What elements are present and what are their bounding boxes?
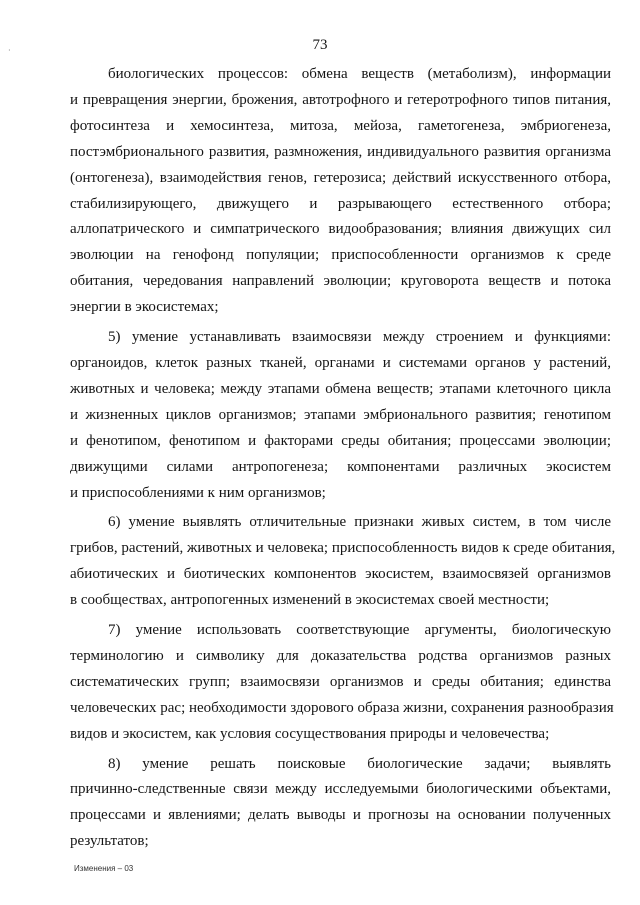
footer-revision: Изменения – 03: [74, 864, 134, 873]
text-line: грибов, растений, животных и человека; приспособленность видов к среде обитания,: [70, 540, 616, 557]
paragraph-item-8: [70, 752, 611, 856]
text-line: органоидов, клеток разных тканей, органами и системами органов у растений,: [70, 354, 611, 371]
text-line: биологических процессов: обмена веществ (метаболизм), информации: [108, 66, 611, 82]
text-line: и фенотипом, фенотипом и факторами среды обитания; процессами эволюции;: [70, 432, 611, 449]
text-line: видов и экосистем, как условия сосуществования природы и человечества;: [70, 725, 550, 742]
page-number: 73: [312, 37, 328, 53]
text-line: 6) умение выявлять отличительные признаки живых систем, в том числе: [108, 514, 611, 531]
text-line: движущими силами антропогенеза; компонентами различных экосистем: [70, 458, 611, 475]
text-line: процессами и явлениями; делать выводы и прогнозы на основании полученных: [70, 807, 611, 824]
text-line: причинно-следственные связи между исследуемыми биологическими объектами,: [70, 781, 611, 798]
text-line: в сообществах, антропогенных изменений в экосистемах своей местности;: [70, 592, 550, 609]
text-line: и превращения энергии, брожения, автотрофного и гетеротрофного типов питания,: [70, 91, 611, 108]
text-line: стабилизирующего, движущего и разрывающего естественного отбора;: [70, 195, 611, 212]
text-line: человеческих рас; необходимости здорового образа жизни, сохранения разнообразия: [70, 699, 614, 716]
paragraph-item-7: [70, 618, 614, 748]
body-text: [70, 62, 616, 859]
text-line: абиотических и биотических компонентов экосистем, взаимосвязей организмов: [70, 566, 611, 583]
text-line: (онтогенеза), взаимодействия генов, гетерозиса; действий искусственного отбора,: [70, 169, 611, 186]
scan-mark: ·: [8, 46, 11, 55]
text-line: животных и человека; между этапами обмена веществ; этапами клеточного цикла: [70, 380, 611, 397]
text-line: аллопатрического и симпатрического видообразования; влияния движущих сил: [70, 221, 611, 238]
text-line: эволюции на генофонд популяции; приспособленности организмов к среде: [70, 247, 611, 264]
text-line: 8) умение решать поисковые биологические задачи; выявлять: [108, 755, 611, 772]
text-line: и приспособлениями к ним организмов;: [70, 484, 326, 501]
text-line: 7) умение использовать соответствующие аргументы, биологическую: [108, 622, 611, 639]
paragraph-processes: [70, 62, 611, 321]
text-line: результатов;: [70, 833, 149, 850]
text-line: фотосинтеза и хемосинтеза, митоза, мейоза, гаметогенеза, эмбриогенеза,: [70, 117, 611, 134]
text-line: постэмбрионального развития, размножения, индивидуального развития организма: [70, 143, 611, 160]
text-line: и жизненных циклов организмов; этапами эмбрионального развития; генотипом: [70, 406, 611, 423]
text-line: систематических групп; взаимосвязи организмов и среды обитания; единства: [70, 673, 611, 690]
text-line: энергии в экосистемах;: [70, 299, 219, 316]
text-line: 5) умение устанавливать взаимосвязи между строением и функциями:: [108, 329, 611, 346]
text-line: терминологию и символику для доказательства родства организмов разных: [70, 647, 611, 664]
paragraph-item-5: [70, 325, 611, 506]
text-line: обитания, чередования направлений эволюции; круговорота веществ и потока: [70, 273, 611, 290]
paragraph-item-6: [70, 510, 616, 614]
